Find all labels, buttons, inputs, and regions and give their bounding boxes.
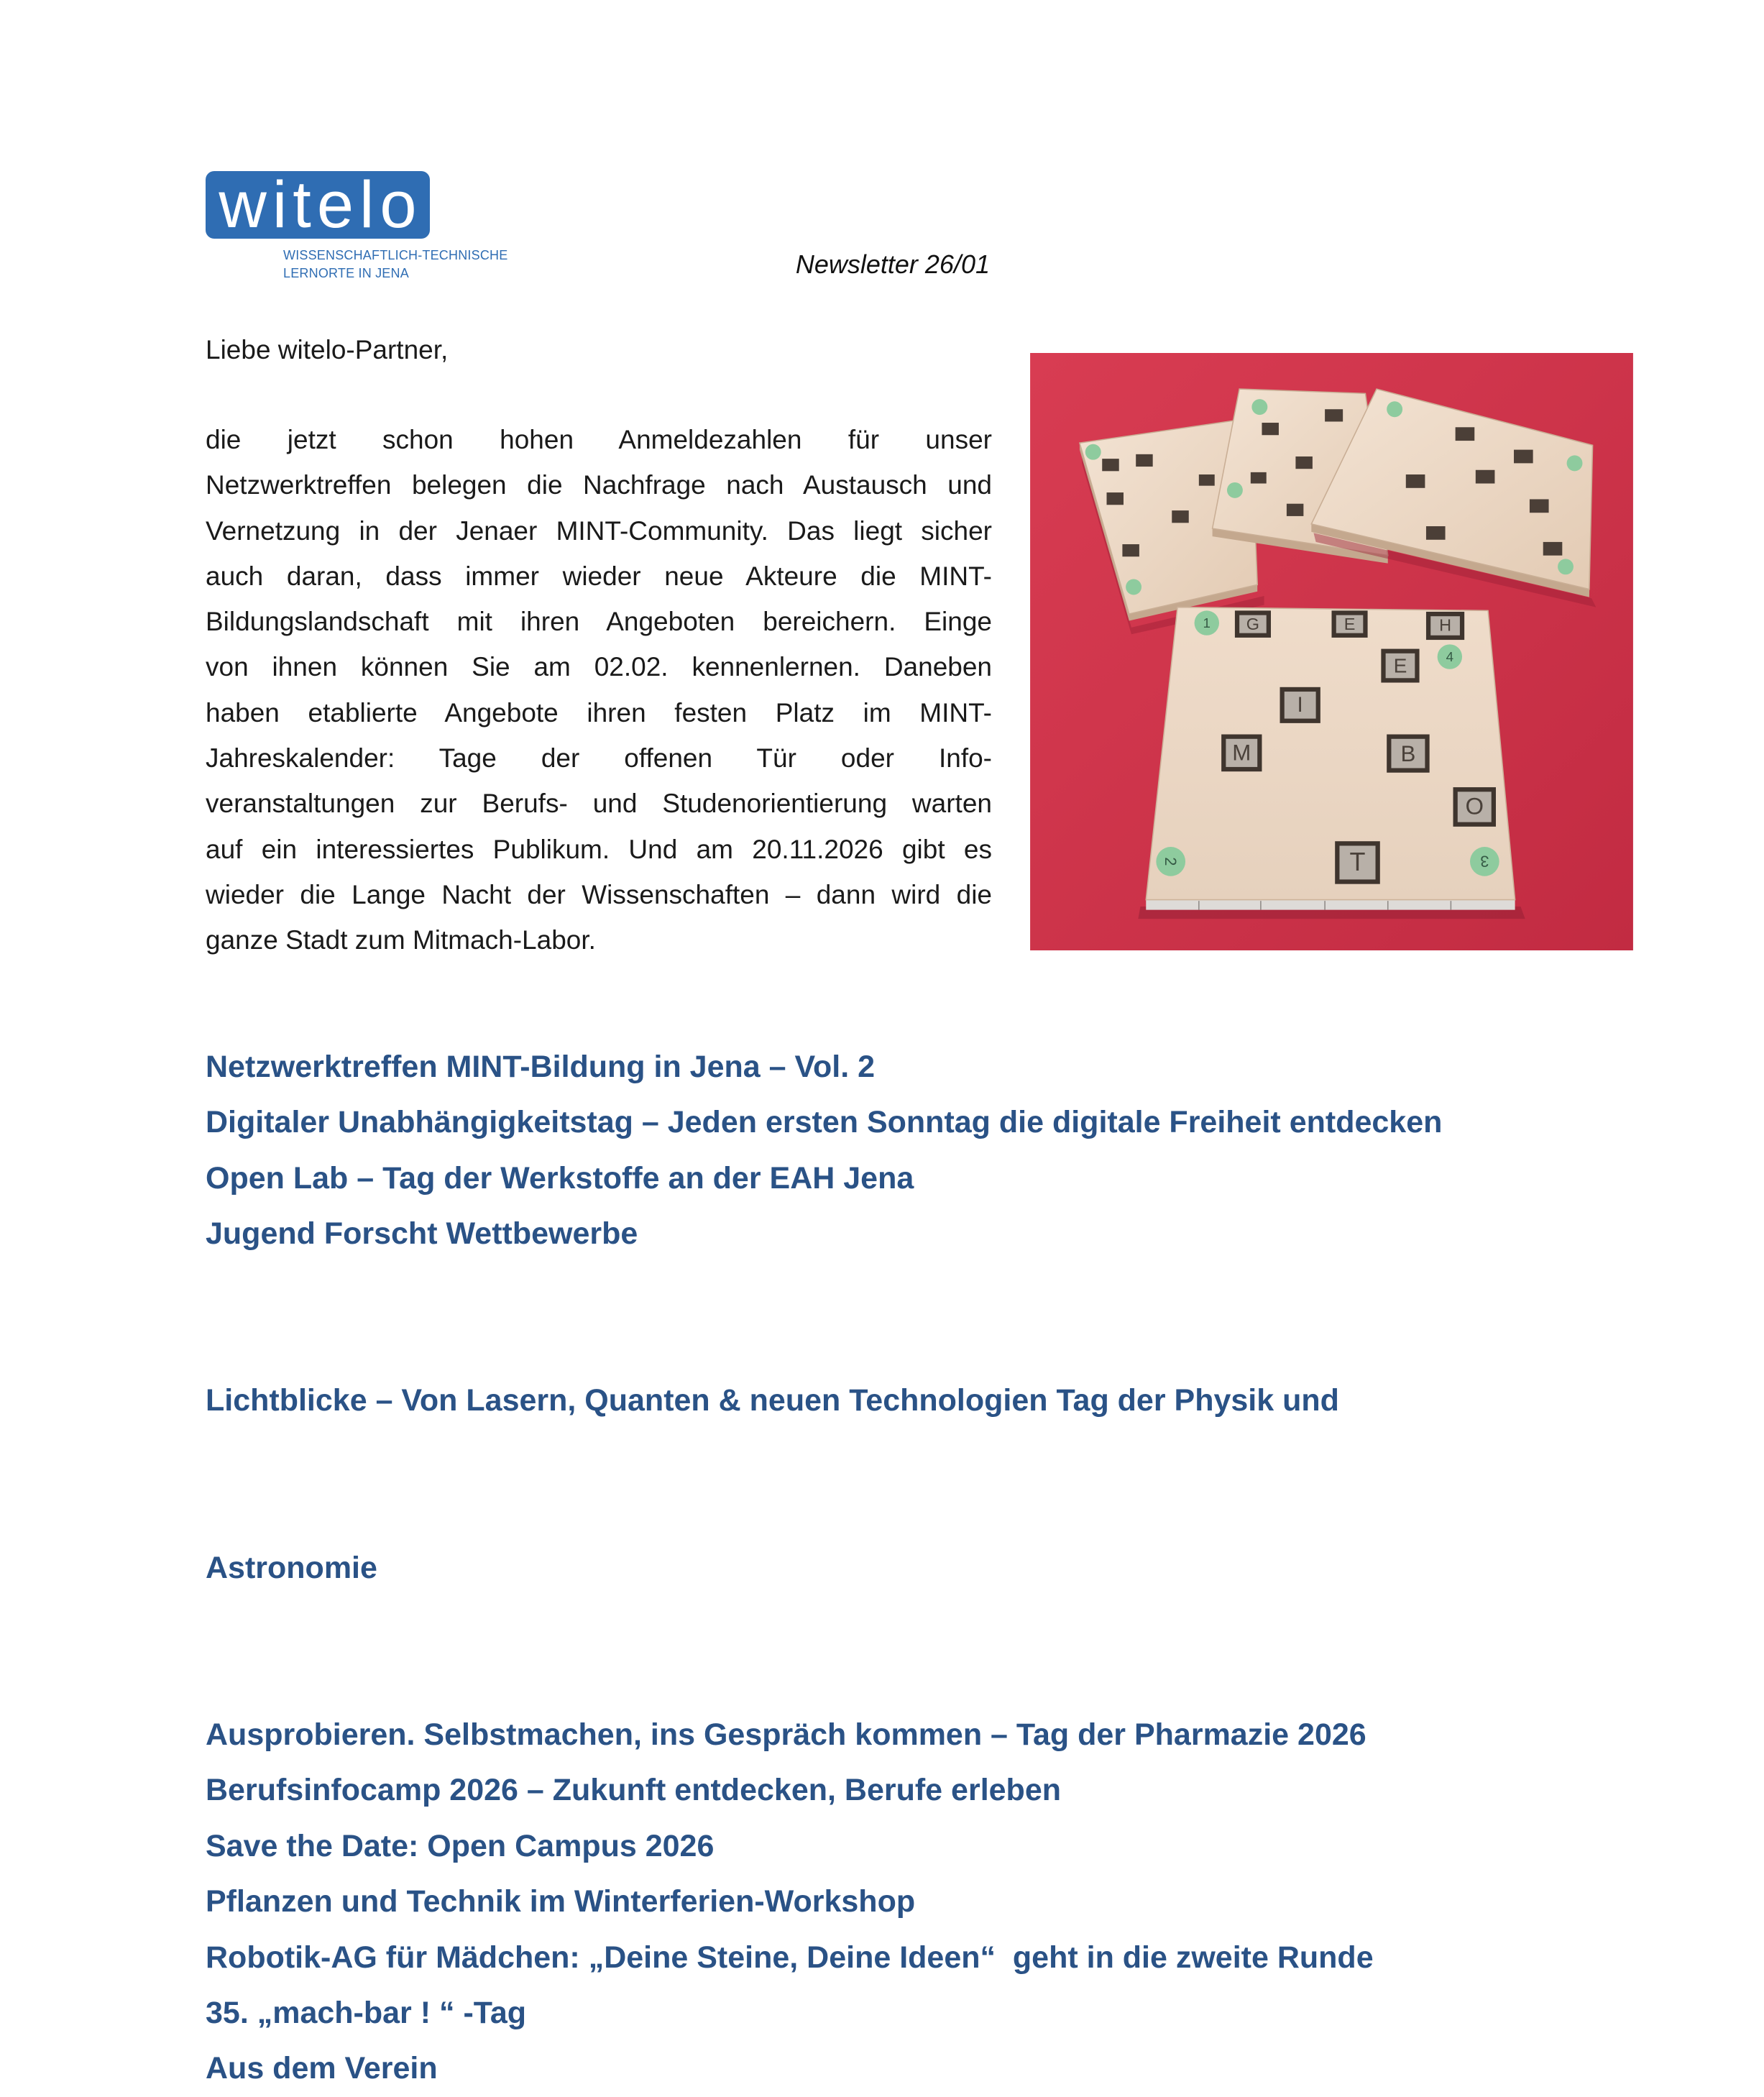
intro-line: Vernetzung in der Jenaer MINT-Community. Das liegt sicher xyxy=(206,515,992,546)
board-hole xyxy=(1530,499,1549,513)
board-hole xyxy=(1456,427,1475,441)
board-hole xyxy=(1136,454,1152,467)
board-marker xyxy=(1126,579,1141,595)
intro-line: auf ein interessiertes Publikum. Und am 20.11.2026 gibt es xyxy=(206,834,992,864)
toc-item-aus-dem-verein[interactable]: Aus dem Verein xyxy=(206,2051,438,2086)
board-hole xyxy=(1476,470,1495,484)
letter-tile-label: M xyxy=(1232,740,1251,766)
intro-line: von ihnen können Sie am 02.02. kennenlernen. Daneben xyxy=(206,652,992,682)
newsletter-photo xyxy=(1030,353,1633,950)
number-marker-label: 2 xyxy=(1161,857,1180,866)
newsletter-issue-label: Newsletter 26/01 xyxy=(795,249,990,279)
toc-item-winterferien-workshop[interactable]: Pflanzen und Technik im Winterferien-Workshop xyxy=(206,1884,916,1919)
toc-item-jugend-forscht[interactable]: Jugend Forscht Wettbewerbe xyxy=(206,1216,638,1252)
board-hole xyxy=(1172,510,1188,523)
intro-line: haben etablierte Angebote ihren festen Platz im MINT- xyxy=(206,697,992,728)
intro-line: auch daran, dass immer wieder neue Akteure die MINT- xyxy=(206,561,992,591)
number-marker-label: 1 xyxy=(1203,615,1211,630)
number-marker xyxy=(1195,610,1219,635)
letter-tile xyxy=(1335,841,1380,884)
intro-paragraph xyxy=(206,417,992,963)
toc-item-lichtblicke-line-1: Lichtblicke – Von Lasern, Quanten & neuen Technologien Tag der Physik und xyxy=(206,1383,1339,1418)
toc-item-open-lab[interactable]: Open Lab – Tag der Werkstoffe an der EAH Jena xyxy=(206,1160,914,1196)
logo-subtitle xyxy=(283,247,507,283)
letter-tile-label: B xyxy=(1400,741,1416,767)
letter-tile-label: G xyxy=(1246,614,1260,633)
board-hole xyxy=(1406,474,1425,488)
board-hole xyxy=(1325,409,1343,421)
witelo-logo xyxy=(206,168,430,242)
letter-tile-label: T xyxy=(1349,846,1366,876)
intro-line: veranstaltungen zur Berufs- und Studenorientierung warten xyxy=(206,789,992,819)
number-marker xyxy=(1470,847,1499,876)
board-edge xyxy=(1146,900,1515,910)
letter-tile xyxy=(1280,687,1320,723)
logo-subtitle-line-1: WISSENSCHAFTLICH-TECHNISCHE xyxy=(283,248,508,262)
logo-subtitle-line-2: LERNORTE IN JENA xyxy=(283,266,409,280)
greeting: Liebe witelo-Partner, xyxy=(206,335,449,364)
number-marker xyxy=(1156,847,1185,876)
board-marker xyxy=(1227,482,1243,498)
number-marker xyxy=(1438,644,1462,669)
toc-item-berufsinfocamp[interactable]: Berufsinfocamp 2026 – Zukunft entdecken, Berufe erleben xyxy=(206,1773,1061,1808)
board-hole xyxy=(1262,423,1278,435)
board-hole xyxy=(1251,472,1267,484)
board-marker xyxy=(1251,399,1267,415)
intro-line: ganze Stadt zum Mitmach-Labor. xyxy=(206,925,596,955)
intro-line: Bildungslandschaft mit ihren Angeboten bereichern. Einge xyxy=(206,607,992,637)
letter-tile-label: H xyxy=(1439,615,1452,635)
toc-list xyxy=(206,1040,1715,2097)
intro-line: die jetzt schon hohen Anmeldezahlen für unser xyxy=(206,425,992,454)
board-hole xyxy=(1295,456,1312,469)
board-hole xyxy=(1514,450,1533,464)
board-hole xyxy=(1122,544,1139,556)
wooden-board-front xyxy=(1138,607,1525,919)
letter-tile xyxy=(1235,610,1271,638)
logo-wordmark: witelo xyxy=(219,168,423,242)
toc-item-digitaler-unabhaengigkeitstag[interactable]: Digitaler Unabhängigkeitstag – Jeden ersten Sonntag die digitale Freiheit entdecken xyxy=(206,1105,1443,1140)
toc-item-mach-bar-tag[interactable]: 35. „mach-bar ! “ -Tag xyxy=(206,1995,527,2030)
letter-tile xyxy=(1387,735,1429,773)
letter-tile xyxy=(1426,612,1464,640)
intro-line: wieder die Lange Nacht der Wissenschaften – dann wird die xyxy=(206,879,992,909)
letter-tile xyxy=(1381,649,1419,683)
board-marker xyxy=(1387,401,1402,417)
letter-tile xyxy=(1453,787,1496,827)
toc-item-netzwerktreffen[interactable]: Netzwerktreffen MINT-Bildung in Jena – Vol. 2 xyxy=(206,1050,876,1084)
intro-line: Jahreskalender: Tage der offenen Tür oder Info- xyxy=(206,743,992,774)
number-marker-label: 4 xyxy=(1446,648,1454,664)
letter-tile xyxy=(1332,610,1368,638)
board-hole xyxy=(1543,542,1563,556)
number-marker-label: 3 xyxy=(1480,852,1489,871)
toc-item-lichtblicke-line-2: Astronomie xyxy=(206,1550,377,1585)
toc-item-open-campus[interactable]: Save the Date: Open Campus 2026 xyxy=(206,1828,715,1863)
board-hole xyxy=(1102,459,1118,471)
board-marker xyxy=(1558,559,1574,574)
letter-tile xyxy=(1221,735,1262,772)
board-hole xyxy=(1107,492,1124,505)
toc-item-tag-der-pharmazie[interactable]: Ausprobieren. Selbstmachen, ins Gespräch kommen – Tag der Pharmazie 2026 xyxy=(206,1717,1366,1752)
letter-tile-label: E xyxy=(1393,654,1407,677)
intro-line: Netzwerktreffen belegen die Nachfrage nach Austausch und xyxy=(206,470,992,500)
letter-tile-label: O xyxy=(1465,792,1484,820)
board-marker xyxy=(1567,455,1583,471)
board-marker xyxy=(1085,444,1101,460)
board-hole xyxy=(1426,526,1446,540)
toc-item-lichtblicke[interactable] xyxy=(206,1262,1715,1707)
board-hole xyxy=(1199,474,1215,486)
letter-tile-label: E xyxy=(1343,614,1356,633)
letter-tile-label: I xyxy=(1297,693,1303,717)
toc-item-robotik-ag[interactable]: Robotik-AG für Mädchen: „Deine Steine, Deine Ideen“ geht in die zweite Runde xyxy=(206,1940,1374,1975)
board-hole xyxy=(1287,504,1303,516)
